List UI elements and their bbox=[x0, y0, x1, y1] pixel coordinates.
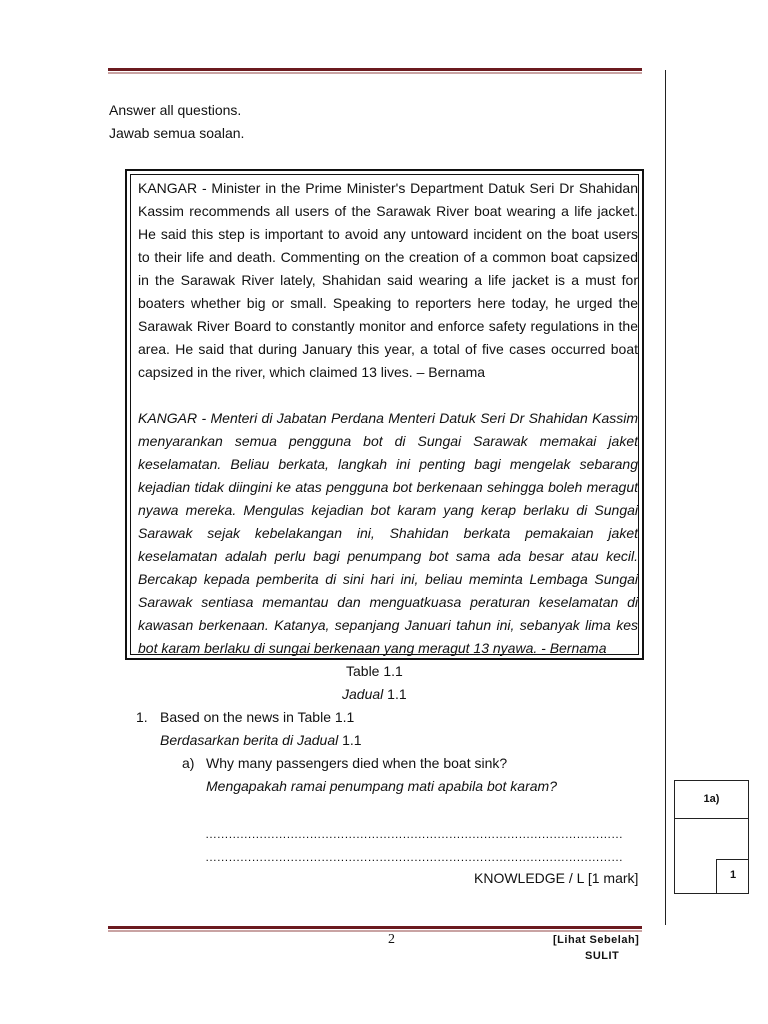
next-page-note: [Lihat Sebelah] bbox=[553, 934, 640, 946]
question-ms-num: 1.1 bbox=[338, 732, 362, 748]
mark-box-score: 1 bbox=[716, 859, 749, 894]
table-caption-ms bbox=[342, 683, 407, 706]
table-caption-en: Table 1.1 bbox=[346, 663, 403, 679]
table-caption-ms-num: 1.1 bbox=[383, 686, 407, 702]
instruction-en: Answer all questions. bbox=[109, 102, 242, 118]
subquestion-en: Why many passengers died when the boat sink? bbox=[206, 755, 508, 771]
answer-line-1[interactable]: ……………………………………………………………………………………………… bbox=[205, 827, 623, 841]
mark-box bbox=[674, 780, 749, 894]
mark-box-label: 1a) bbox=[675, 781, 748, 819]
subquestion-label: a) bbox=[182, 755, 195, 771]
table-caption-ms-word: Jadual bbox=[342, 686, 384, 702]
header-rule bbox=[108, 68, 642, 74]
passage-box bbox=[125, 169, 644, 660]
page-number: 2 bbox=[388, 932, 395, 947]
subquestion-ms: Mengapakah ramai penumpang mati apabila bot karam? bbox=[206, 778, 557, 794]
margin-line bbox=[665, 70, 666, 925]
mark-allocation: KNOWLEDGE / L [1 mark] bbox=[474, 870, 639, 886]
passage-english: KANGAR - Minister in the Prime Minister's Department Datuk Seri Dr Shahidan Kassim recommends all users of the Sarawak River boat wearing a life jacket. He said this step is important to avoid any untoward incident on the boat users to their life and death. Commenting on the creation of a common boat capsized in the Sarawak River lately, Shahidan said wearing a life jacket is a must for boaters whether big or small. Speaking to reporters here today, he urged the Sarawak River Board to constantly monitor and enforce safety regulations in the area. He said that during January this year, a total of five cases occurred boat capsized in the river, which claimed 13 lives. – Bernama bbox=[138, 180, 638, 380]
passage-box-inner bbox=[130, 174, 639, 655]
question-ms-word: Berdasarkan berita di Jadual bbox=[160, 732, 339, 748]
footer-rule bbox=[108, 926, 642, 932]
passage-malay: KANGAR - Menteri di Jabatan Perdana Menteri Datuk Seri Dr Shahidan Kassim menyarankan semua pengguna bot di Sungai Sarawak memakai jaket keselamatan. Beliau berkata, langkah ini penting bagi mengelak sebarang kejadian tidak diingini ke atas pengguna bot berkenaan sehingga boleh meragut nyawa mereka. Mengulas kejadian bot karam yang kerap berlaku di Sungai Sarawak sejak kebelakangan ini, Shahidan berkata pemakaian jaket keselamatan adalah perlu bagi penumpang bot sama ada besar atau kecil. Bercakap kepada pemberita di sini hari ini, beliau meminta Lembaga Sungai Sarawak sentiasa memantau dan menguatkuasa peraturan keselamatan di kawasan berkenaan. Katanya, sepanjang Januari tahun ini, sebanyak lima kes bot karam berlaku di sungai berkenaan yang meragut 13 nyawa. - Bernama bbox=[138, 410, 638, 656]
question-en: Based on the news in Table 1.1 bbox=[160, 709, 355, 725]
classification-label: SULIT bbox=[585, 950, 620, 962]
instruction-ms: Jawab semua soalan. bbox=[109, 125, 245, 141]
answer-line-2[interactable]: ……………………………………………………………………………………………… bbox=[205, 850, 623, 864]
question-number: 1. bbox=[136, 709, 148, 725]
question-ms bbox=[160, 729, 362, 752]
